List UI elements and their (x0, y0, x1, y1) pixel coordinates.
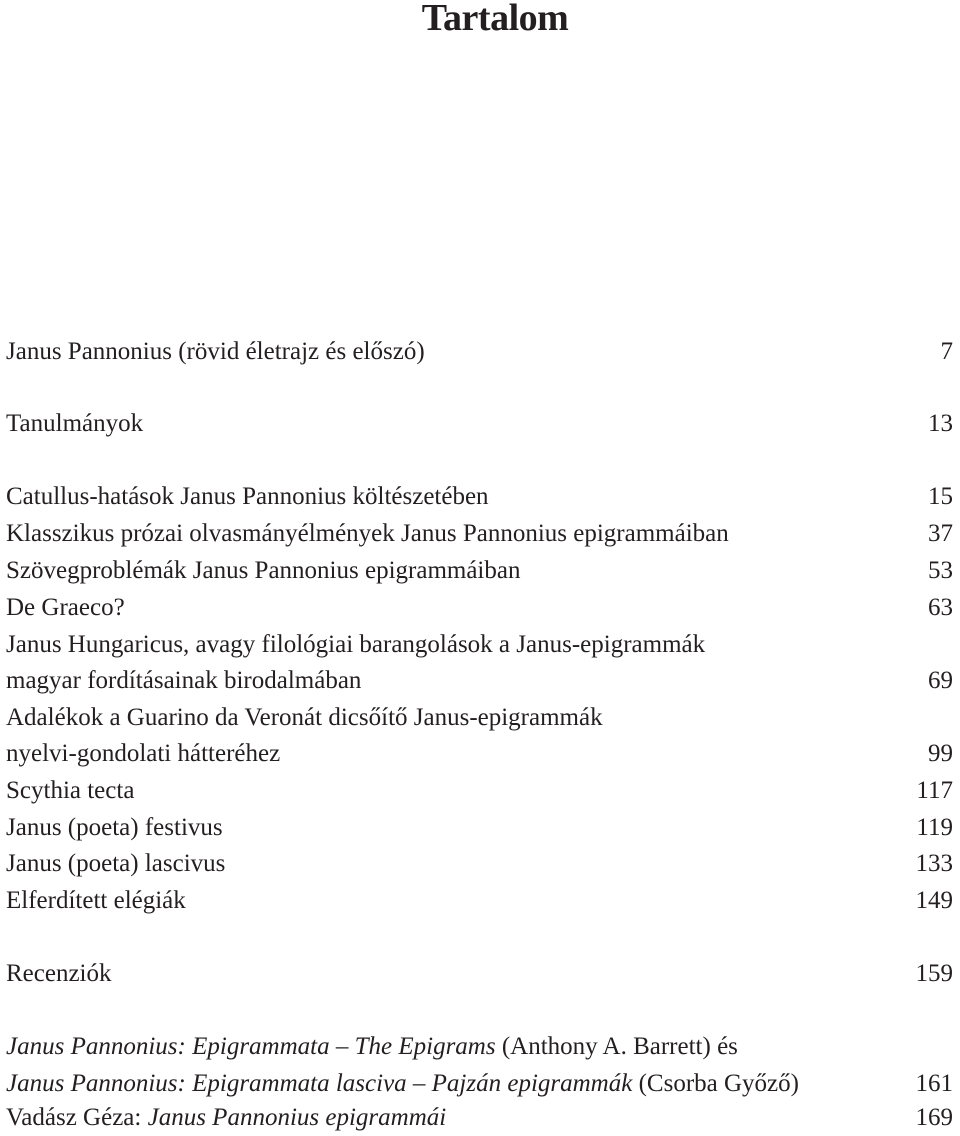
toc-entry-title (6, 1066, 799, 1102)
section-heading: Tanulmányok (6, 410, 144, 437)
toc-entry-page: 161 (915, 1070, 953, 1097)
toc-entry-page: 37 (928, 520, 953, 547)
toc-section-studies[interactable] (6, 406, 953, 442)
toc-entry-title: Klasszikus prózai olvasmányélmények Janus Pannonius epigrammáiban (6, 520, 729, 547)
review-work-title: Janus Pannonius: Epigrammata lasciva – Pajzán epigrammák (6, 1070, 633, 1097)
section-heading: Recenziók (6, 960, 112, 987)
toc-entry-title (6, 1100, 446, 1136)
toc-entry-title: Szövegproblémák Janus Pannonius epigrammáiban (6, 557, 521, 584)
toc-entry[interactable] (6, 883, 953, 919)
review-work-title: Janus Pannonius epigrammái (147, 1104, 447, 1131)
toc-entry-page: 63 (928, 594, 953, 621)
toc-entry-title: nyelvi-gondolati hátteréhez (6, 740, 281, 767)
toc-entry-page: 133 (915, 850, 953, 877)
toc-entry[interactable] (6, 810, 953, 846)
toc-entry-page: 13 (928, 410, 953, 437)
review-author: Vadász Géza: (6, 1104, 148, 1131)
review-author: (Csorba Győző) (632, 1070, 799, 1097)
toc-entry-line1[interactable] (6, 700, 953, 736)
toc-entry-page: 159 (915, 960, 953, 987)
toc-entry-line2[interactable] (6, 663, 953, 699)
toc-entry[interactable] (6, 590, 953, 626)
toc-entry-title (6, 1029, 738, 1065)
toc-entry[interactable] (6, 846, 953, 882)
toc-entry-title: magyar fordításainak birodalmában (6, 667, 362, 694)
toc-entry-page: 15 (928, 483, 953, 510)
toc-entry-title: Janus Pannonius (rövid életrajz és előszó) (6, 338, 425, 365)
toc-entry-page: 117 (916, 777, 953, 804)
toc-entry[interactable] (6, 1100, 953, 1136)
toc-entry-page: 169 (915, 1104, 953, 1131)
toc-entry[interactable] (6, 1066, 953, 1102)
review-author: (Anthony A. Barrett) és (495, 1033, 738, 1060)
toc-entry-page: 7 (940, 338, 953, 365)
toc-entry[interactable] (6, 553, 953, 589)
toc-entry-page: 119 (916, 814, 953, 841)
toc-entry-page: 149 (915, 887, 953, 914)
toc-entry[interactable] (6, 1029, 953, 1065)
review-work-title: Janus Pannonius: Epigrammata – The Epigrams (6, 1033, 496, 1060)
toc-entry-line1[interactable] (6, 627, 953, 663)
toc-section-reviews[interactable] (6, 956, 953, 992)
toc-entry[interactable] (6, 516, 953, 552)
toc-entry-title: Scythia tecta (6, 777, 135, 804)
toc-entry-page: 53 (928, 557, 953, 584)
toc-entry-page: 99 (928, 740, 953, 767)
toc-entry[interactable] (6, 773, 953, 809)
toc-entry-title: Janus Hungaricus, avagy filológiai barangolások a Janus-epigrammák (6, 631, 706, 658)
toc-entry-title: Janus (poeta) festivus (6, 814, 223, 841)
toc-entry-title: Catullus-hatások Janus Pannonius költészetében (6, 483, 489, 510)
toc-entry-title: Elferdített elégiák (6, 887, 186, 914)
toc-entry-title: Janus (poeta) lascivus (6, 850, 226, 877)
toc-entry-line2[interactable] (6, 736, 953, 772)
toc-entry-title: Adalékok a Guarino da Veronát dicsőítő Janus-epigrammák (6, 704, 603, 731)
toc-entry-title: De Graeco? (6, 594, 125, 621)
page-title: Tartalom (421, 0, 569, 39)
toc-entry[interactable] (6, 479, 953, 515)
toc-entry-page: 69 (928, 667, 953, 694)
toc-entry-intro[interactable] (6, 334, 953, 370)
